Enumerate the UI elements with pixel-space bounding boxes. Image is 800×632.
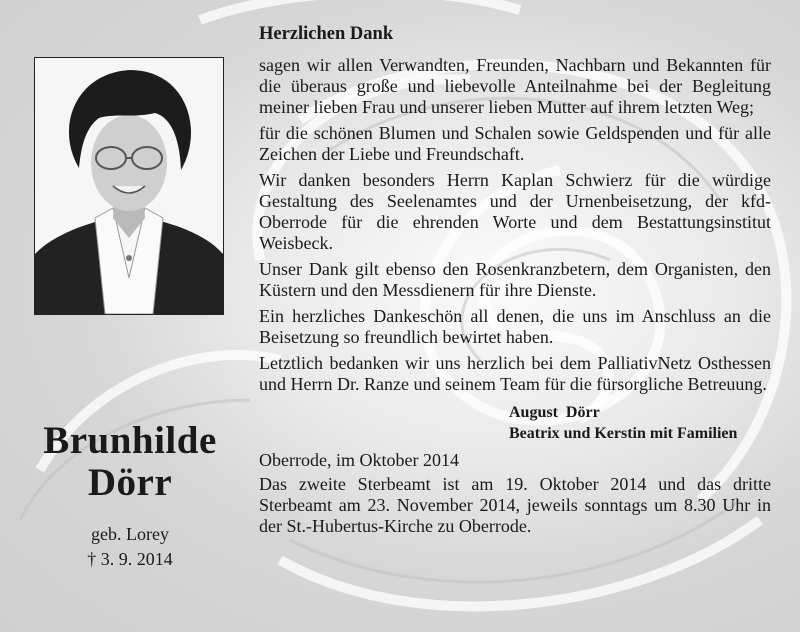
signer: August Dörr [509,404,600,421]
signers [259,402,771,444]
paragraph: Wir danken besonders Herrn Kaplan Schwierz für die würdige Gestaltung des Seelenamtes und der Urnenbeisetzung, der kfd-Oberrode für die ehrenden Worte und dem Bestattungsinstitut Weisbeck. [259,170,771,253]
deceased-last-name: Dörr [87,461,173,504]
portrait-image [35,58,223,314]
paragraph: Letztlich bedanken wir uns herzlich bei dem PalliativNetz Osthessen und Herrn Dr. Ranze und seinem Team für die fürsorgliche Betreuung. [259,353,771,394]
paragraph: Unser Dank gilt ebenso den Rosenkranzbetern, dem Organisten, den Küstern und den Messdienern für ihre Dienste. [259,259,771,300]
paragraph: sagen wir allen Verwandten, Freunden, Nachbarn und Bekannten für die überaus große und liebevolle Anteilnahme bei der Begleitung meiner lieben Frau und unserer lieben Mutter auf ihrem letzten Weg; [259,55,771,117]
paragraph: für die schönen Blumen und Schalen sowie Geldspenden und für alle Zeichen der Liebe und Freundschaft. [259,123,771,164]
portrait-photo [34,57,224,315]
heading: Herzlichen Dank [259,24,394,44]
death-date: † 3. 9. 2014 [87,549,173,569]
thank-you-text [259,24,771,542]
signer: Beatrix und Kerstin mit Familien [509,425,738,442]
birth-name: geb. Lorey [91,524,169,544]
closing-note: Das zweite Sterbeamt ist am 19. Oktober 2014 und das dritte Sterbeamt am 23. November 2014, jeweils sonntags um 8.30 Uhr in der St.-Hubertus-Kirche zu Oberrode. [259,474,771,536]
deceased-first-name: Brunhilde [43,419,217,462]
paragraph: Ein herzliches Dankeschön all denen, die uns im Anschluss an die Beisetzung so freundlich bewirtet haben. [259,306,771,347]
place-date: Oberrode, im Oktober 2014 [259,450,459,470]
deceased-name-block [0,420,260,572]
